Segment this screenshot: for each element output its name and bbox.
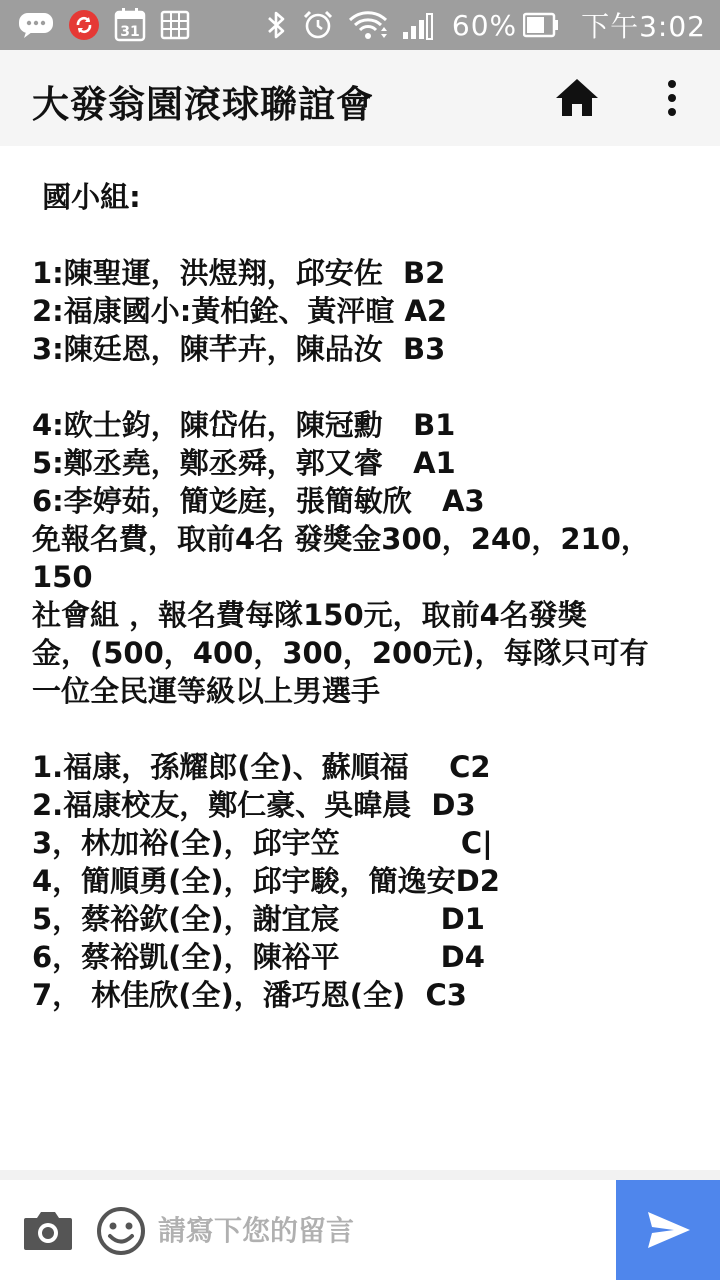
home-icon — [554, 76, 600, 120]
more-vert-icon — [656, 78, 688, 118]
calendar-day: 31 — [120, 24, 140, 40]
message-line — [32, 710, 692, 748]
message-line: 1:陳聖運，洪煜翔，邱安佐 B2 — [32, 256, 446, 290]
message-line — [32, 216, 692, 254]
status-bar-system — [252, 8, 706, 42]
message-line: 3，林加裕(全)，邱宇笠 C| — [32, 826, 493, 860]
battery-icon — [523, 12, 559, 38]
status-bar — [0, 0, 720, 50]
message-line: 5:鄭丞堯，鄭丞舜，郭又睿 A1 — [32, 446, 456, 480]
sync-notification-icon — [68, 9, 100, 41]
home-button[interactable] — [554, 76, 600, 120]
app-bar — [0, 50, 720, 146]
message-line: 金，(500，400，300，200元)，每隊只可有 — [32, 636, 649, 670]
battery-percent: 60% — [451, 8, 518, 42]
bluetooth-icon — [266, 9, 288, 41]
calendar-icon — [114, 8, 146, 42]
status-bar-notifications — [18, 8, 204, 42]
send-icon — [616, 1180, 720, 1280]
page-title: 大發翁園滾球聯誼會 — [32, 83, 374, 126]
message-line: 6，蔡裕凱(全)，陳裕平 D4 — [32, 940, 485, 974]
message-line: 7， 林佳欣(全)，潘巧恩(全) C3 — [32, 978, 467, 1012]
wifi-icon — [348, 10, 388, 40]
message-line: 5，蔡裕欽(全)，謝宜宸 D1 — [32, 902, 485, 936]
message-line: 免報名費，取前4名 發獎金300，240，210， — [32, 522, 650, 556]
message-body — [32, 178, 692, 1014]
signal-icon — [402, 10, 438, 40]
status-time: 下午3:02 — [581, 10, 706, 43]
message-line: 社會組 ，報名費每隊150元，取前4名發獎 — [32, 598, 587, 632]
camera-icon — [22, 1208, 74, 1252]
message-line: 3:陳廷恩，陳芊卉，陳品汝 B3 — [32, 332, 446, 366]
alarm-icon — [302, 9, 334, 41]
more-options-button[interactable] — [656, 78, 688, 118]
message-line: 150 — [32, 560, 93, 594]
send-button[interactable] — [616, 1180, 720, 1280]
chat-bubble-icon — [18, 12, 54, 38]
comment-input-bar — [0, 1170, 720, 1280]
message-line: 6:李婷茹，簡彣庭，張簡敏欣 A3 — [32, 484, 485, 518]
grid-icon — [160, 10, 190, 40]
message-line: 一位全民運等級以上男選手 — [32, 674, 381, 708]
emoji-button[interactable] — [96, 1206, 146, 1256]
message-line — [32, 368, 692, 406]
message-line: 1.福康，孫耀郎(全)、蘇順福 C2 — [32, 750, 491, 784]
message-line: 2:福康國小:黃柏銓、黃泙暄 A2 — [32, 294, 448, 328]
message-line: 4，簡順勇(全)，邱宇駿，簡逸安D2 — [32, 864, 500, 898]
camera-button[interactable] — [22, 1208, 74, 1252]
message-line: 4:欧士鈞，陳岱佑，陳冠勳 B1 — [32, 408, 456, 442]
message-line: 國小組: — [32, 180, 141, 214]
message-line: 2.福康校友，鄭仁豪、吳暐晨 D3 — [32, 788, 476, 822]
comment-input[interactable] — [158, 1208, 598, 1252]
emoji-icon — [96, 1206, 146, 1256]
